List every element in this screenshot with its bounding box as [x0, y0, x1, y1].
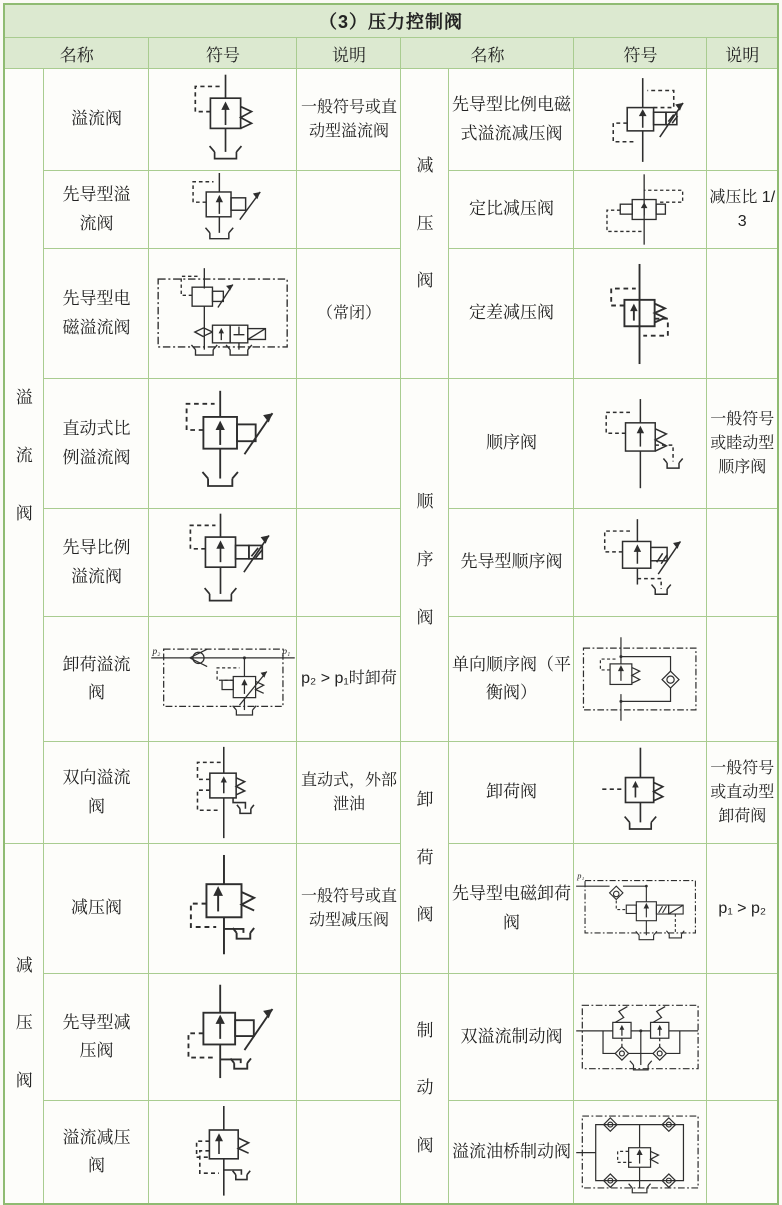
- desc-cell: 直动式，外部泄油: [297, 742, 401, 844]
- symbol-cell: [574, 617, 707, 742]
- category-unloading-valve: 卸荷阀: [401, 742, 449, 974]
- name-cell: 减压阀: [44, 844, 149, 974]
- unloading-relief-valve-symbol: [150, 620, 296, 738]
- symbol-cell: [149, 509, 297, 617]
- port-label-p1: p₁: [282, 647, 291, 658]
- table-row: [4, 379, 778, 509]
- pilot-relief-valve-symbol: [168, 173, 278, 246]
- symbol-cell: [574, 69, 707, 171]
- table-row: [4, 171, 778, 249]
- reducing-valve-symbol: [150, 853, 296, 965]
- pilot-solenoid-unloading-valve-symbol: [575, 848, 706, 970]
- double-relief-brake-valve-symbol: [575, 977, 706, 1097]
- symbol-cell: [149, 379, 297, 509]
- relief-bridge-brake-valve-symbol: [575, 1102, 706, 1202]
- name-cell: 先导型比例电磁式溢流减压阀: [449, 69, 574, 171]
- table-row: [4, 742, 778, 844]
- port-label-p1: p₁: [577, 870, 585, 880]
- table-row: [4, 4, 778, 38]
- name-cell: 先导型电磁溢流阀: [44, 249, 149, 379]
- symbol-cell: [149, 1101, 297, 1204]
- category-sequence-valve: 顺序阀: [401, 379, 449, 742]
- symbol-cell: [574, 742, 707, 844]
- table-row: [4, 974, 778, 1101]
- desc-cell: [707, 974, 778, 1101]
- desc-cell: [297, 1101, 401, 1204]
- name-cell: 先导型电磁卸荷阀: [449, 844, 574, 974]
- relief-reducing-valve-symbol: [163, 1104, 283, 1200]
- symbol-cell: [574, 379, 707, 509]
- name-cell: 溢流阀: [44, 69, 149, 171]
- desc-cell: [297, 509, 401, 617]
- symbol-cell: [574, 1101, 707, 1204]
- table-row: [4, 617, 778, 742]
- name-cell: 直动式比例溢流阀: [44, 379, 149, 509]
- name-cell: 卸荷溢流阀: [44, 617, 149, 742]
- symbol-cell: [149, 844, 297, 974]
- category-reducing-valve: 减压阀: [401, 69, 449, 379]
- relief-valve-symbol: [160, 73, 286, 167]
- symbol-cell: [574, 249, 707, 379]
- symbol-cell: [149, 249, 297, 379]
- table-row: [4, 69, 778, 171]
- direct-proportional-relief-valve-symbol: [153, 384, 293, 504]
- symbol-cell: [149, 171, 297, 249]
- name-cell: 先导型溢流阀: [44, 171, 149, 249]
- name-cell: 单向顺序阀（平衡阀）: [449, 617, 574, 742]
- col-header-name-right: 名称: [401, 38, 574, 69]
- name-cell: 先导型顺序阀: [449, 509, 574, 617]
- name-cell: 顺序阀: [449, 379, 574, 509]
- desc-cell: [707, 509, 778, 617]
- symbol-cell: [149, 69, 297, 171]
- desc-cell: （常闭）: [297, 249, 401, 379]
- name-cell: 先导型减压阀: [44, 974, 149, 1101]
- desc-cell: p₂ > p₁时卸荷: [297, 617, 401, 742]
- name-cell: 先导比例溢流阀: [44, 509, 149, 617]
- bidirectional-relief-valve-symbol: [165, 745, 281, 840]
- col-header-name-left: 名称: [4, 38, 149, 69]
- table-title: （3）压力控制阀: [4, 4, 778, 38]
- name-cell: 定比减压阀: [449, 171, 574, 249]
- fixed-ratio-reducing-valve-symbol: [579, 173, 702, 246]
- symbol-cell: [574, 844, 707, 974]
- name-cell: 定差减压阀: [449, 249, 574, 379]
- name-cell: 溢流油桥制动阀: [449, 1101, 574, 1204]
- name-cell: 溢流减压阀: [44, 1101, 149, 1204]
- category-brake-valve: 制动阀: [401, 974, 449, 1204]
- pilot-sequence-valve-symbol: [575, 513, 705, 613]
- category-reducing-valve-left: 减压阀: [4, 844, 44, 1204]
- table-row: [4, 1101, 778, 1204]
- category-relief-valve: 溢流阀: [4, 69, 44, 844]
- desc-cell: 一般符号或直动型卸荷阀: [707, 742, 778, 844]
- symbol-cell: [574, 171, 707, 249]
- fixed-differential-reducing-valve-symbol: [581, 262, 699, 366]
- unloading-valve-symbol: [584, 746, 696, 839]
- desc-cell: [707, 1101, 778, 1204]
- pilot-proportional-solenoid-relief-reducing-valve-symbol: [576, 73, 704, 167]
- col-header-symbol-left: 符号: [149, 38, 297, 69]
- symbol-cell: [574, 974, 707, 1101]
- symbol-cell: [574, 509, 707, 617]
- pilot-proportional-relief-valve-symbol: [159, 512, 287, 614]
- symbol-cell: [149, 974, 297, 1101]
- table-row: [4, 38, 778, 69]
- desc-cell: [297, 379, 401, 509]
- desc-cell: [297, 171, 401, 249]
- symbol-cell: [149, 742, 297, 844]
- col-header-symbol-right: 符号: [574, 38, 707, 69]
- table-row: [4, 844, 778, 974]
- desc-cell: 一般符号或睦动型顺序阀: [707, 379, 778, 509]
- desc-cell: [707, 69, 778, 171]
- desc-cell: [297, 974, 401, 1101]
- desc-cell: 一般符号或直动型减压阀: [297, 844, 401, 974]
- name-cell: 双溢流制动阀: [449, 974, 574, 1101]
- port-label-p2: p₂: [152, 647, 161, 658]
- symbol-cell: [149, 617, 297, 742]
- desc-cell: p₁ > p₂: [707, 844, 778, 974]
- table-row: [4, 249, 778, 379]
- table-row: [4, 509, 778, 617]
- col-header-desc-left: 说明: [297, 38, 401, 69]
- one-way-sequence-balance-valve-symbol: [575, 620, 705, 738]
- col-header-desc-right: 说明: [707, 38, 778, 69]
- pilot-reducing-valve-symbol: [153, 977, 293, 1097]
- desc-cell: 减压比 1/3: [707, 171, 778, 249]
- desc-cell: 一般符号或直动型溢流阀: [297, 69, 401, 171]
- name-cell: 卸荷阀: [449, 742, 574, 844]
- pressure-control-valve-table: [3, 3, 779, 1205]
- name-cell: 双向溢流阀: [44, 742, 149, 844]
- pilot-solenoid-relief-valve-symbol: [150, 253, 296, 375]
- desc-cell: [707, 617, 778, 742]
- sequence-valve-symbol: [575, 383, 705, 505]
- desc-cell: [707, 249, 778, 379]
